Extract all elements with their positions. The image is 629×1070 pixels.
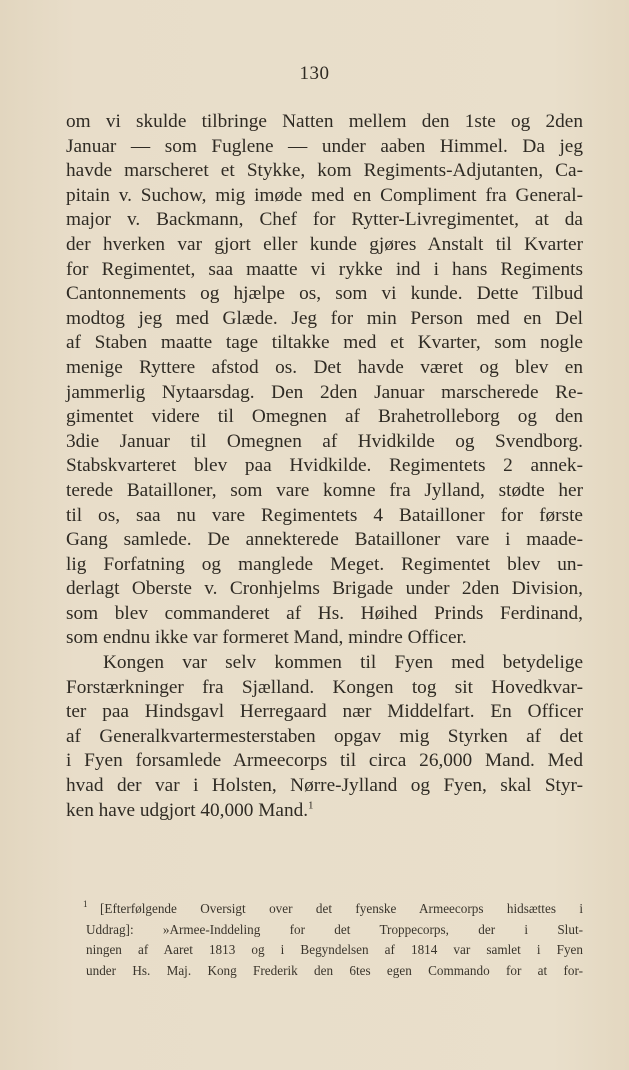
footnote-line: under Hs. Maj. Kong Frederik den 6tes egen Commando for at for- <box>86 962 583 978</box>
text-line: pitain v. Suchow, mig imøde med en Compliment fra General- <box>66 184 583 206</box>
text-line: Gang samlede. De annekterede Batailloner vare i maade- <box>66 529 583 551</box>
footnote-reference: 1 <box>308 799 314 812</box>
text-line: gimentet videre til Omegnen af Brahetrolleborg og den <box>66 406 583 428</box>
text-fragment: ken have udgjort 40,000 Mand. <box>66 799 309 821</box>
text-line: hvad der var i Holsten, Nørre-Jylland og Fyen, skal Styr- <box>66 775 583 797</box>
text-line: Kongen var selv kommen til Fyen med betydelige <box>103 652 583 674</box>
text-line: til os, saa nu vare Regimentets 4 Batailloner for første <box>66 504 583 526</box>
text-line: derlagt Oberste v. Cronhjelms Brigade under 2den Division, <box>66 578 583 600</box>
text-line: major v. Backmann, Chef for Rytter-Livregimentet, at da <box>66 209 583 231</box>
text-line: modtog jeg med Glæde. Jeg for min Person med en Del <box>66 307 583 329</box>
text-line: der hverken var gjort eller kunde gjøres Anstalt til Kvarter <box>66 233 583 255</box>
text-line: som blev commanderet af Hs. Høihed Prinds Ferdinand, <box>66 602 583 624</box>
footnote-line: ningen af Aaret 1813 og i Begyndelsen af 1814 var samlet i Fyen <box>86 942 583 957</box>
text-line: terede Batailloner, som vare komne fra Jylland, stødte her <box>66 479 583 501</box>
text-line: af Staben maatte tage tiltakke med et Kvarter, som nogle <box>66 332 583 354</box>
text-line: jammerlig Nytaarsdag. Den 2den Januar marscherede Re- <box>66 381 583 403</box>
text-line: af Generalkvartermesterstaben opgav mig Styrken af det <box>66 725 583 747</box>
text-line: i Fyen forsamlede Armeecorps til circa 26,000 Mand. Med <box>66 750 583 772</box>
text-line: om vi skulde tilbringe Natten mellem den 1ste og 2den <box>66 111 583 132</box>
text-line: ter paa Hindsgavl Herregaard nær Middelfart. En Officer <box>66 701 583 723</box>
text-line: Cantonnements og hjælpe os, som vi kunde. Dette Tilbud <box>66 283 583 305</box>
text-line: menige Ryttere afstod os. Det havde været og blev en <box>66 356 583 378</box>
text-line-with-note <box>66 799 583 824</box>
text-line: lig Forfatning og manglede Meget. Regimentet blev un- <box>66 553 583 575</box>
text-line: for Regimentet, saa maatte vi rykke ind i hans Regiments <box>66 258 583 280</box>
text-line: Januar — som Fuglene — under aaben Himmel. Da jeg <box>66 135 583 157</box>
main-text <box>66 110 583 823</box>
footnote-line: [Efterfølgende Oversigt over det fyenske Armeecorps hidsættes i <box>100 901 583 916</box>
footnote-marker: 1 <box>83 899 88 909</box>
text-line: Stabskvarteret blev paa Hvidkilde. Regimentets 2 annek- <box>66 455 583 477</box>
footnote-block <box>83 899 583 981</box>
footnote-line: Uddrag]: »Armee-Inddeling for det Troppecorps, der i Slut- <box>86 921 583 937</box>
text-line: havde marscheret et Stykke, kom Regiments-Adjutanten, Ca- <box>66 160 583 182</box>
page-number: 130 <box>299 63 330 84</box>
text-line: Forstærkninger fra Sjælland. Kongen tog sit Hovedkvar- <box>66 676 583 698</box>
text-line: 3die Januar til Omegnen af Hvidkilde og Svendborg. <box>66 430 583 452</box>
text-line: som endnu ikke var formeret Mand, mindre Officer. <box>66 627 467 649</box>
